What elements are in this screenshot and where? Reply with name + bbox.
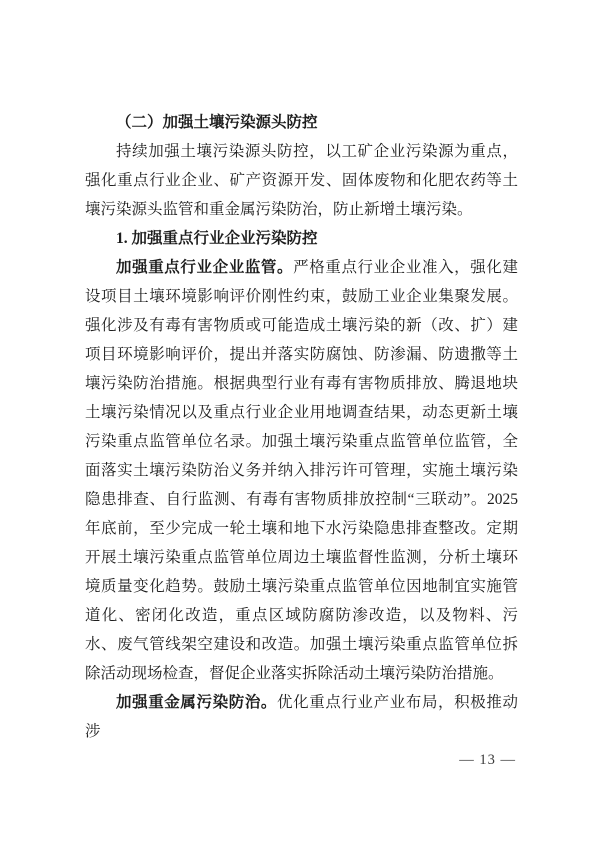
section-heading: （二）加强土壤污染源头防控 <box>116 114 318 131</box>
document-content <box>85 108 518 746</box>
industry-supervision-paragraph <box>85 253 518 688</box>
heavy-metal-paragraph-lead: 加强重金属污染防治。 <box>116 694 278 711</box>
industry-paragraph-lead: 加强重点行业企业监管。 <box>116 259 294 276</box>
industry-paragraph-body: 严格重点行业企业准入，强化建设项目土壤环境影响评价刚性约束，鼓励工业企业集聚发展。强化涉及有毒有害物质或可能造成土壤污染的新（改、扩）建项目环境影响评价，提出并落实防腐蚀、防渗漏、防遗撒等土壤污染防治措施。根据典型行业有毒有害物质排放、腾退地块土壤污染情况以及重点行业企业用地调查结果，动态更新土壤污染重点监管单位名录。加强土壤污染重点监管单位监管，全面落实土壤污染防治义务并纳入排污许可管理，实施土壤污染隐患排查、自行监测、有毒有害物质排放控制“三联动”。2025 年底前，至少完成一轮土壤和地下水污染隐患排查整改。定期开展土壤污染重点监管单位周边土壤监督性监测，分析土壤环境质量变化趋势。鼓励土壤污染重点监管单位因地制宜实施管道化、密闭化改造，重点区域防腐防渗改造，以及物料、污水、废气管线架空建设和改造。加强土壤污染重点监管单位拆除活动现场检查，督促企业落实拆除活动土壤污染防治措施。 <box>85 259 518 682</box>
intro-paragraph: 持续加强土壤污染源头防控，以工矿企业污染源为重点，强化重点行业企业、矿产资源开发、固体废物和化肥农药等土壤污染源头监管和重金属污染防治，防止新增土壤污染。 <box>85 143 518 218</box>
heavy-metal-paragraph-body: 优化重点行业产业布局，积极推动涉 <box>85 694 518 740</box>
heavy-metal-paragraph <box>85 688 518 746</box>
page-number: — 13 — <box>459 752 516 768</box>
sub-heading: 1. 加强重点行业企业污染防控 <box>116 230 318 247</box>
